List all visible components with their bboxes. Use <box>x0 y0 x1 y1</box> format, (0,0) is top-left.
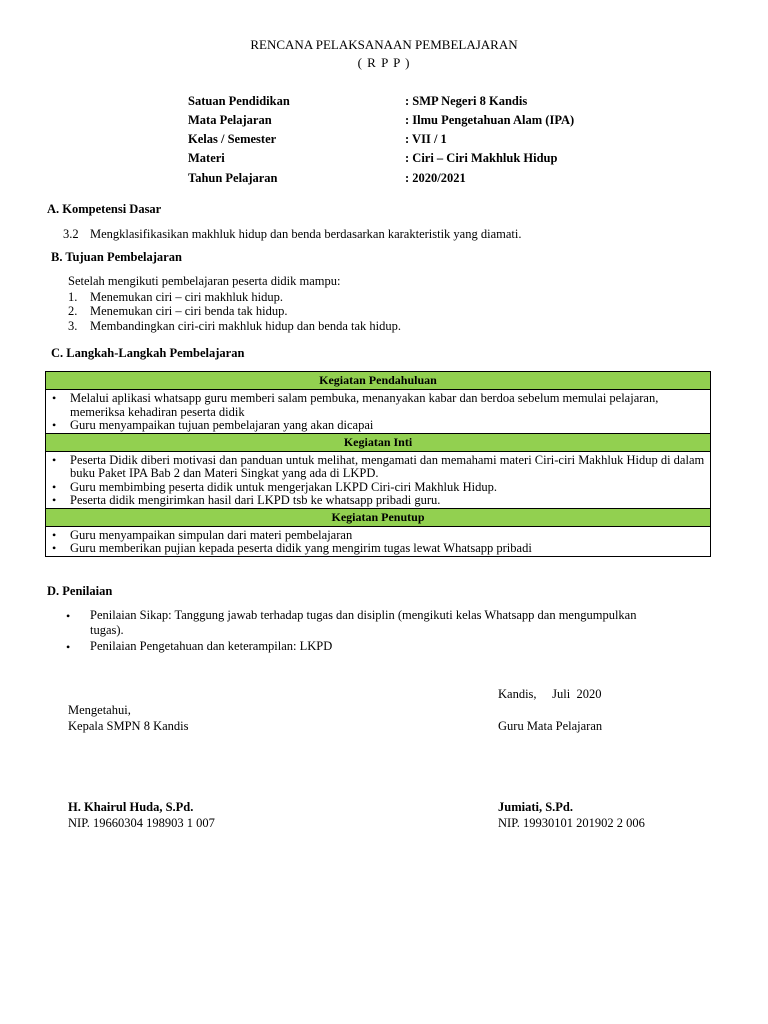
mengetahui-label: Mengetahui, <box>68 703 131 717</box>
inti-list <box>50 454 706 508</box>
info-value-satuan: : SMP Negeri 8 Kandis <box>405 94 528 108</box>
info-label-kelas: Kelas / Semester <box>188 132 277 146</box>
guru-title: Guru Mata Pelajaran <box>498 719 603 733</box>
table-row <box>46 390 711 434</box>
langkah-table <box>45 371 711 557</box>
list-item: • Guru menyampaikan tujuan pembelajaran yang akan dicapai <box>50 419 706 433</box>
table-header-row <box>46 372 711 390</box>
section-b-heading: B. Tujuan Pembelajaran <box>51 250 182 264</box>
penilaian-item-1: Penilaian Sikap: Tanggung jawab terhadap tugas dan disiplin (mengikuti kelas Whatsapp dan mengumpulkan tugas). <box>90 608 637 637</box>
tujuan-item-3: Membandingkan ciri-ciri makhluk hidup dan benda tak hidup. <box>90 319 402 333</box>
kd-number: 3.2 <box>63 227 79 241</box>
info-value-kelas: : VII / 1 <box>405 132 447 146</box>
document-title: RENCANA PELAKSANAAN PEMBELAJARAN <box>250 37 518 52</box>
inti-header: Kegiatan Inti <box>46 433 711 451</box>
list-item: • Peserta didik mengirimkan hasil dari LKPD tsb ke whatsapp pribadi guru. <box>50 494 706 508</box>
table-row <box>46 451 711 508</box>
info-label-materi: Materi <box>188 151 225 165</box>
list-item: • Guru membimbing peserta didik untuk mengerjakan LKPD Ciri-ciri Makhluk Hidup. <box>50 481 706 495</box>
info-value-materi: : Ciri – Ciri Makhluk Hidup <box>405 151 558 165</box>
guru-nip: NIP. 19930101 201902 2 006 <box>498 816 645 830</box>
info-label-tahun: Tahun Pelajaran <box>188 171 278 185</box>
table-row <box>46 526 711 556</box>
list-item: • Guru menyampaikan simpulan dari materi pembelajaran <box>50 529 706 543</box>
section-d-heading: D. Penilaian <box>47 584 113 598</box>
tujuan-num-2: 2. <box>68 304 78 318</box>
penutup-header: Kegiatan Penutup <box>46 508 711 526</box>
penilaian-item-2: Penilaian Pengetahuan dan keterampilan: LKPD <box>90 639 333 653</box>
place-date: Kandis, Juli 2020 <box>498 687 602 701</box>
section-c-heading: C. Langkah-Langkah Pembelajaran <box>51 346 245 360</box>
bullet-icon: • <box>66 609 71 623</box>
info-label-mapel: Mata Pelajaran <box>188 113 272 127</box>
table-header-row <box>46 508 711 526</box>
guru-name: Jumiati, S.Pd. <box>498 800 574 814</box>
table-header-row <box>46 433 711 451</box>
bullet-icon: • <box>66 640 71 654</box>
list-item: • Peserta Didik diberi motivasi dan panduan untuk melihat, mengamati dan memahami materi Ciri-ciri Makhluk Hidup di dalam buku Paket IPA Bab 2 dan Materi Singkat yang ada di LKPD. <box>50 454 706 481</box>
kepala-nip: NIP. 19660304 198903 1 007 <box>68 816 215 830</box>
tujuan-num-3: 3. <box>68 319 78 333</box>
list-item: • Melalui aplikasi whatsapp guru memberi salam pembuka, menanyakan kabar dan berdoa sebelum memulai pelajaran, memeriksa kehadiran peserta didik <box>50 392 706 419</box>
penutup-list <box>50 529 706 556</box>
tujuan-intro: Setelah mengikuti pembelajaran peserta didik mampu: <box>68 274 341 288</box>
tujuan-num-1: 1. <box>68 290 78 304</box>
section-a-heading: A. Kompetensi Dasar <box>47 202 162 216</box>
tujuan-item-1: Menemukan ciri – ciri makhluk hidup. <box>90 290 284 304</box>
info-value-tahun: : 2020/2021 <box>405 171 466 185</box>
tujuan-item-2: Menemukan ciri – ciri benda tak hidup. <box>90 304 288 318</box>
pendahuluan-list <box>50 392 706 433</box>
document-subtitle: ( R P P ) <box>357 55 411 70</box>
info-label-satuan: Satuan Pendidikan <box>188 94 290 108</box>
kepala-name: H. Khairul Huda, S.Pd. <box>68 800 194 814</box>
info-value-mapel: : Ilmu Pengetahuan Alam (IPA) <box>405 113 575 127</box>
list-item: • Guru memberikan pujian kepada peserta didik yang mengirim tugas lewat Whatsapp pribadi <box>50 542 706 556</box>
kd-text: Mengklasifikasikan makhluk hidup dan benda berdasarkan karakteristik yang diamati. <box>90 227 522 241</box>
kepala-title: Kepala SMPN 8 Kandis <box>68 719 189 733</box>
pendahuluan-header: Kegiatan Pendahuluan <box>46 372 711 390</box>
